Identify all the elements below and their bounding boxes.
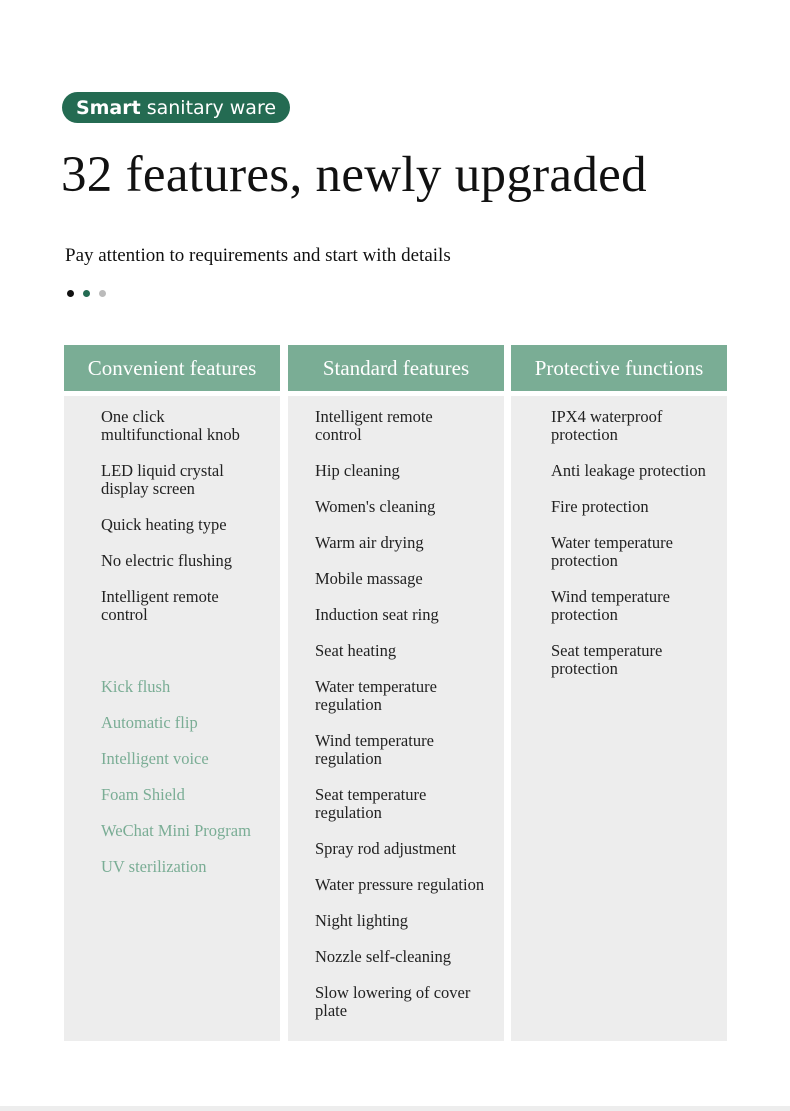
list-item: Foam Shield bbox=[101, 785, 185, 804]
bottom-divider bbox=[0, 1106, 790, 1111]
pagination-dots bbox=[67, 290, 106, 297]
feature-list bbox=[551, 408, 723, 696]
dot-2 bbox=[83, 290, 90, 297]
page-title: 32 features, newly upgraded bbox=[61, 147, 647, 203]
list-item: Mobile massage bbox=[315, 569, 423, 588]
list-item: No electric flushing bbox=[101, 551, 233, 570]
column-heading: Protective functions bbox=[511, 345, 727, 396]
list-item: Fire protection bbox=[551, 497, 649, 516]
list-item: Water temperature protection bbox=[551, 533, 673, 570]
list-item: Women's cleaning bbox=[315, 497, 436, 516]
list-item: UV sterilization bbox=[101, 857, 207, 876]
list-item: Seat heating bbox=[315, 641, 397, 660]
badge-text: sanitary ware bbox=[146, 96, 277, 119]
dot-1 bbox=[67, 290, 74, 297]
list-item: Induction seat ring bbox=[315, 605, 439, 624]
list-item: Water pressure regulation bbox=[315, 875, 485, 894]
list-item: Nozzle self-cleaning bbox=[315, 947, 452, 966]
list-item: Slow lowering of cover plate bbox=[315, 983, 471, 1020]
list-item: Intelligent voice bbox=[101, 749, 209, 768]
list-item: Night lighting bbox=[315, 911, 409, 930]
list-item: LED liquid crystal display screen bbox=[101, 461, 224, 498]
list-item: Wind temperature regulation bbox=[315, 731, 434, 768]
category-badge bbox=[62, 92, 290, 123]
column-heading: Convenient features bbox=[64, 345, 280, 396]
column-standard bbox=[288, 345, 504, 1041]
feature-list bbox=[315, 408, 500, 1038]
list-item: Water temperature regulation bbox=[315, 677, 437, 714]
list-item: Intelligent remote control bbox=[101, 587, 219, 624]
list-item: Hip cleaning bbox=[315, 461, 400, 480]
list-item: Wind temperature protection bbox=[551, 587, 670, 624]
dot-3 bbox=[99, 290, 106, 297]
list-item: Anti leakage protection bbox=[551, 461, 706, 480]
feature-list bbox=[101, 408, 276, 894]
list-item: WeChat Mini Program bbox=[101, 821, 251, 840]
badge-bold-text: Smart bbox=[75, 96, 141, 119]
list-item: IPX4 waterproof protection bbox=[551, 407, 663, 444]
list-item: Intelligent remote control bbox=[315, 407, 433, 444]
column-protective bbox=[511, 345, 727, 1041]
list-item: Spray rod adjustment bbox=[315, 839, 457, 858]
list-item: Automatic flip bbox=[101, 713, 198, 732]
list-item: Kick flush bbox=[101, 677, 171, 696]
spacer bbox=[101, 642, 276, 660]
list-item: Seat temperature protection bbox=[551, 641, 663, 678]
column-heading: Standard features bbox=[288, 345, 504, 396]
list-item: One click multifunctional knob bbox=[101, 407, 240, 444]
column-convenient bbox=[64, 345, 280, 1041]
page-subtitle: Pay attention to requirements and start with details bbox=[65, 245, 451, 266]
list-item: Quick heating type bbox=[101, 515, 227, 534]
list-item: Warm air drying bbox=[315, 533, 424, 552]
list-item: Seat temperature regulation bbox=[315, 785, 427, 822]
